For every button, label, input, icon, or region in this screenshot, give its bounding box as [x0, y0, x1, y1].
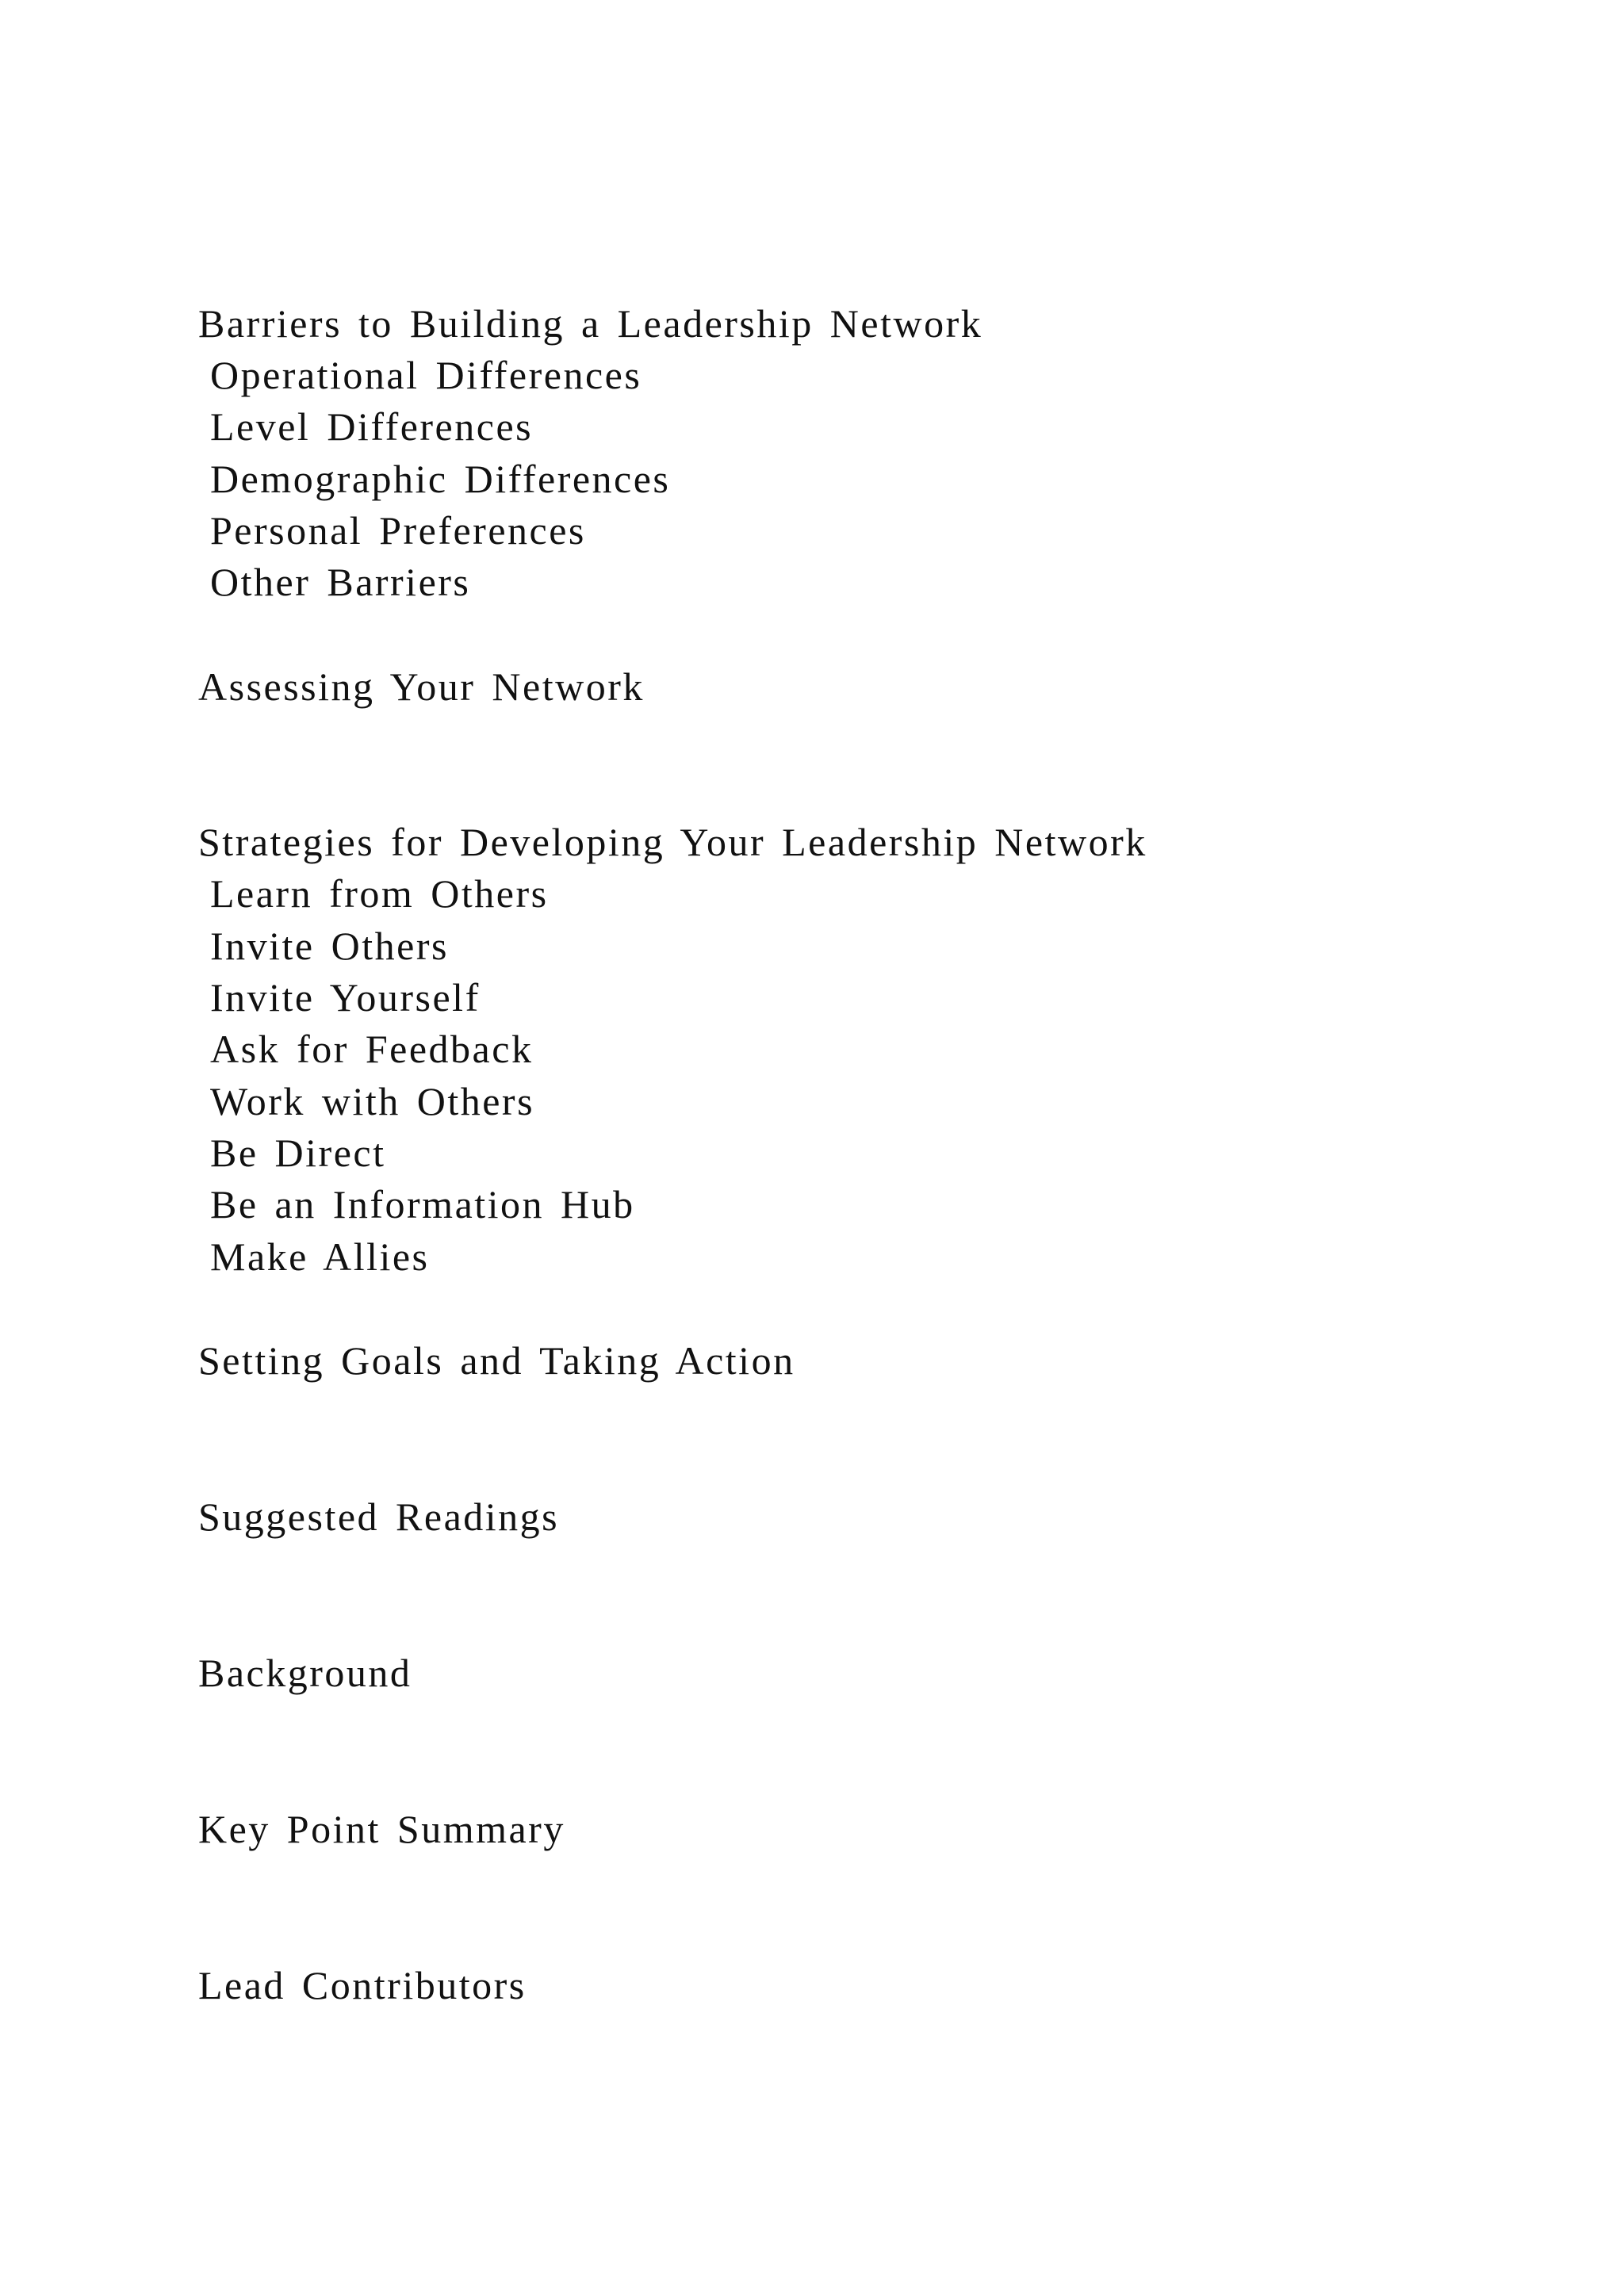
section-heading-key-point-summary: Key Point Summary: [198, 1807, 565, 1851]
list-item-be-direct: Be Direct: [210, 1131, 386, 1175]
list-item-demographic-differences: Demographic Differences: [210, 457, 671, 501]
section-heading-setting-goals: Setting Goals and Taking Action: [198, 1338, 795, 1383]
section-heading-suggested-readings: Suggested Readings: [198, 1494, 560, 1539]
list-item-other-barriers: Other Barriers: [210, 560, 471, 604]
list-item-personal-preferences: Personal Preferences: [210, 508, 586, 553]
list-item-make-allies: Make Allies: [210, 1234, 430, 1279]
list-item-learn-from-others: Learn from Others: [210, 871, 549, 916]
section-heading-lead-contributors: Lead Contributors: [198, 1963, 527, 2007]
section-heading-background: Background: [198, 1651, 412, 1695]
list-item-invite-yourself: Invite Yourself: [210, 975, 481, 1020]
list-item-invite-others: Invite Others: [210, 924, 449, 968]
section-heading-strategies: Strategies for Developing Your Leadership Network: [198, 820, 1147, 864]
section-heading-assessing: Assessing Your Network: [198, 664, 645, 709]
section-heading-barriers: Barriers to Building a Leadership Network: [198, 301, 983, 346]
list-item-ask-for-feedback: Ask for Feedback: [210, 1027, 534, 1071]
list-item-be-an-information-hub: Be an Information Hub: [210, 1182, 635, 1226]
list-item-operational-differences: Operational Differences: [210, 353, 642, 397]
list-item-level-differences: Level Differences: [210, 404, 534, 449]
list-item-work-with-others: Work with Others: [210, 1079, 535, 1123]
